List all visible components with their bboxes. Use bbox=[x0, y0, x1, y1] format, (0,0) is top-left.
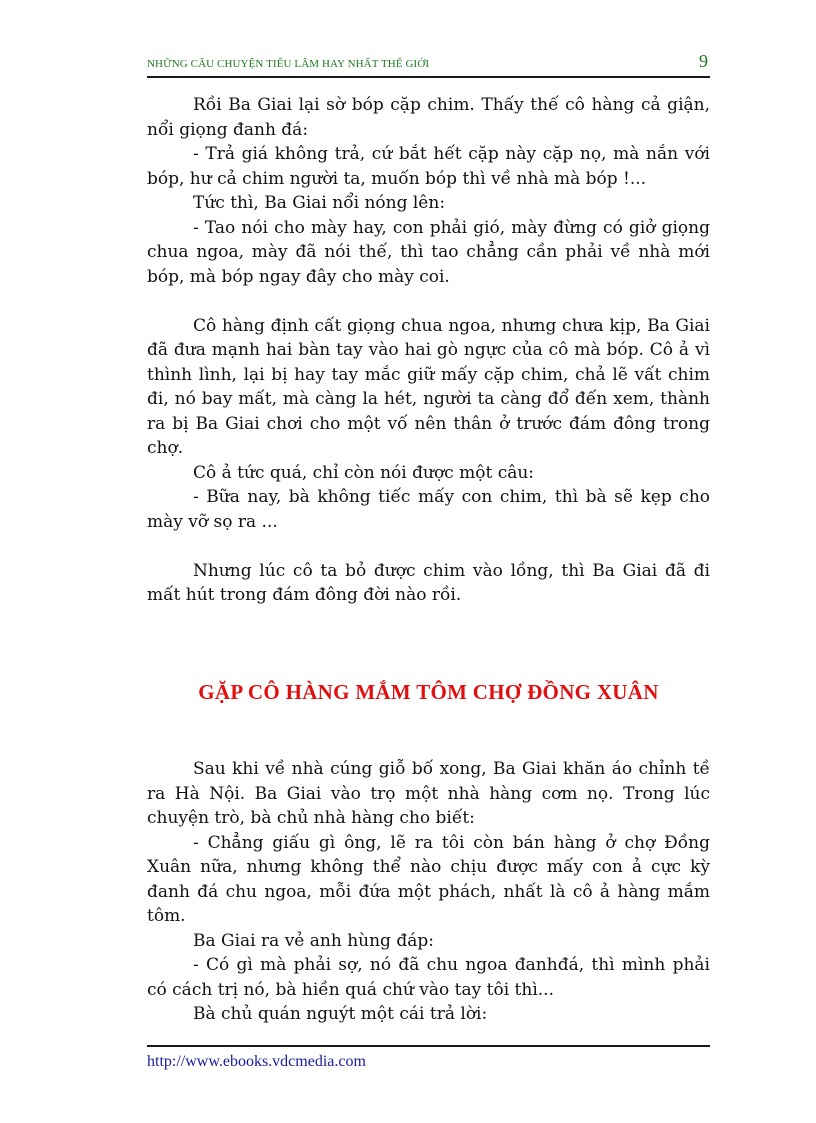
page-number: 9 bbox=[699, 51, 708, 71]
paragraph: - Trả giá không trả, cứ bắt hết cặp này cặp nọ, mà nắn với bóp, hư cả chim người ta, muốn bóp thì về nhà mà bóp !... bbox=[147, 144, 710, 189]
page-header bbox=[147, 50, 710, 78]
story-body-part2 bbox=[147, 757, 710, 1027]
page-footer bbox=[147, 1045, 710, 1071]
paragraph: Cô hàng định cất giọng chua ngoa, nhưng chưa kịp, Ba Giai đã đưa mạnh hai bàn tay vào hai gò ngực của cô mà bóp. Cô ả vì thình lình, lại bị hay tay mắc giữ mấy cặp chim, chả lẽ vất chim đi, nó bay mất, mà càng la hét, người ta càng đổ đến xem, thành ra bị Ba Giai chơi cho một vố nên thân ở trước đám đông trong chợ. bbox=[147, 315, 710, 458]
paragraph-gap bbox=[147, 534, 710, 559]
paragraph: Tức thì, Ba Giai nổi nóng lên: bbox=[193, 193, 446, 213]
paragraph: - Bữa nay, bà không tiếc mấy con chim, thì bà sẽ kẹp cho mày vỡ sọ ra ... bbox=[147, 487, 710, 532]
paragraph: Cô ả tức quá, chỉ còn nói được một câu: bbox=[193, 462, 535, 483]
book-title: NHỮNG CÂU CHUYỆN TIẾU LÂM HAY NHẤT THẾ GIỚI bbox=[147, 58, 430, 70]
story-body-part1 bbox=[147, 93, 710, 608]
paragraph: Rồi Ba Giai lại sờ bóp cặp chim. Thấy thế cô hàng cả giận, nổi giọng đanh đá: bbox=[147, 95, 710, 140]
paragraph: Sau khi về nhà cúng giỗ bố xong, Ba Giai khăn áo chỉnh tề ra Hà Nội. Ba Giai vào trọ một nhà hàng cơm nọ. Trong lúc chuyện trò, bà chủ nhà hàng cho biết: bbox=[147, 759, 710, 828]
paragraph: Ba Giai ra vẻ anh hùng đáp: bbox=[193, 930, 434, 951]
paragraph: - Có gì mà phải sợ, nó đã chu ngoa đanhđá, thì mình phải có cách trị nó, bà hiền quá chứ vào tay tôi thì... bbox=[147, 955, 710, 1000]
paragraph: - Chẳng giấu gì ông, lẽ ra tôi còn bán hàng ở chợ Đồng Xuân nữa, nhưng không thể nào chịu được mấy con ả cực kỳ đanh đá chu ngoa, mỗi đứa một phách, nhất là cô ả hàng mắm tôm. bbox=[147, 832, 710, 926]
story-title: GẶP CÔ HÀNG MẮM TÔM CHỢ ĐỒNG XUÂN bbox=[198, 680, 659, 704]
paragraph: Nhưng lúc cô ta bỏ được chim vào lồng, thì Ba Giai đã đi mất hút trong đám đông đời nào rồi. bbox=[147, 560, 710, 605]
paragraph: - Tao nói cho mày hay, con phải gió, mày đừng có giở giọng chua ngoa, mày đã nói thế, thì tao chẳng cần phải về nhà mới bóp, mà bóp ngay đây cho mày coi. bbox=[147, 217, 710, 287]
website-link[interactable]: http://www.ebooks.vdcmedia.com bbox=[147, 1053, 366, 1070]
paragraph: Bà chủ quán nguýt một cái trả lời: bbox=[193, 1004, 488, 1024]
paragraph-gap bbox=[147, 289, 710, 314]
